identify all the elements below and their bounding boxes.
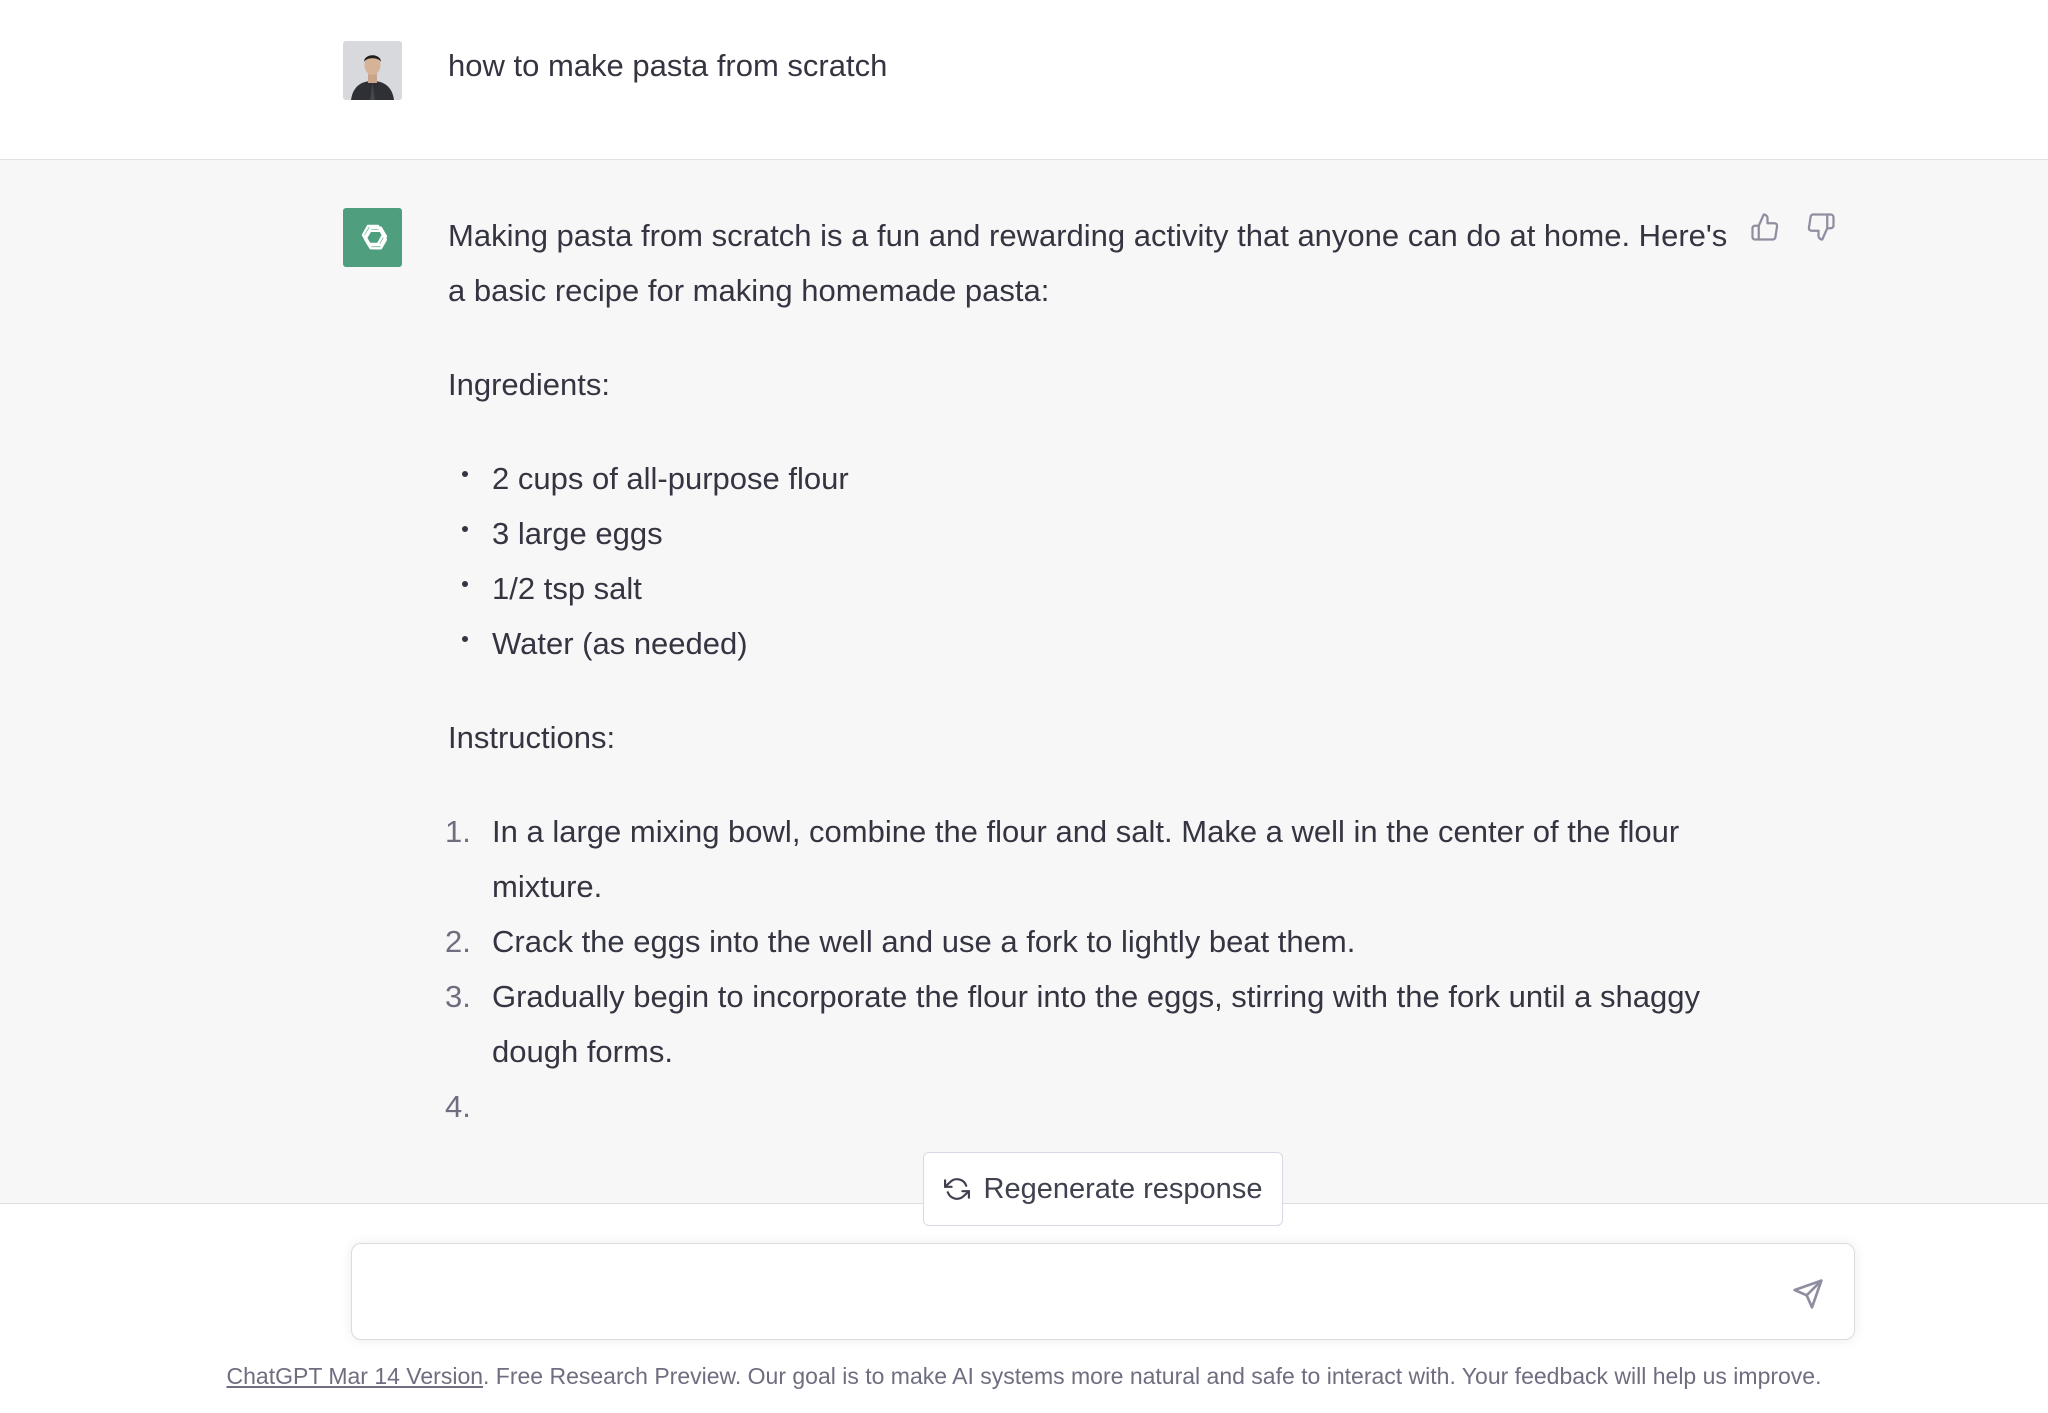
instructions-heading: Instructions: (448, 720, 616, 755)
openai-logo-icon (352, 217, 394, 259)
step-number: 3. (445, 979, 471, 1014)
step-text: Gradually begin to incorporate the flour into the eggs, stirring with the fork until a shaggy dough forms. (492, 979, 1700, 1069)
version-link[interactable]: ChatGPT Mar 14 Version (226, 1363, 484, 1389)
list-item (445, 914, 1738, 969)
feedback-buttons (1748, 210, 1838, 244)
list-item (445, 1079, 1738, 1134)
list-item (445, 969, 1738, 1079)
bullet-icon (462, 526, 468, 532)
user-photo-avatar (343, 41, 402, 100)
list-item: 3 large eggs (448, 506, 1738, 561)
thumbs-down-icon (1806, 212, 1836, 242)
assistant-intro-text: Making pasta from scratch is a fun and rewarding activity that anyone can do at home. Here's a basic recipe for making homemade pasta: (448, 218, 1728, 308)
step-number: 2. (445, 924, 471, 959)
bullet-icon (462, 471, 468, 477)
list-item: 2 cups of all-purpose flour (448, 451, 1738, 506)
message-input[interactable] (376, 1272, 1756, 1316)
thumbs-down-button[interactable] (1804, 210, 1838, 244)
message-input-box (351, 1243, 1855, 1340)
footer-text: . Free Research Preview. Our goal is to make AI systems more natural and safe to interact with. Your feedback will help us improve. (483, 1363, 1822, 1389)
bullet-icon (462, 636, 468, 642)
user-message-row (0, 0, 2048, 160)
list-item (445, 804, 1738, 914)
user-message-text: how to make pasta from scratch (448, 48, 888, 83)
user-avatar (343, 41, 402, 100)
assistant-message-row (0, 160, 2048, 1204)
bot-avatar (343, 208, 402, 267)
step-number: 1. (445, 814, 471, 849)
footer-disclaimer (0, 1363, 2048, 1390)
ingredients-list (448, 451, 1738, 671)
step-text: Crack the eggs into the well and use a fork to lightly beat them. (492, 924, 1356, 959)
list-item: 1/2 tsp salt (448, 561, 1738, 616)
instructions-list (445, 804, 1738, 1134)
bullet-icon (462, 581, 468, 587)
step-number: 4. (445, 1089, 471, 1124)
send-icon (1792, 1278, 1824, 1310)
list-item: Water (as needed) (448, 616, 1738, 671)
step-text: In a large mixing bowl, combine the flour and salt. Make a well in the center of the flour mixture. (492, 814, 1680, 904)
thumbs-up-button[interactable] (1748, 210, 1782, 244)
regenerate-response-button[interactable] (923, 1152, 1283, 1226)
send-button[interactable] (1788, 1274, 1828, 1314)
ingredients-heading: Ingredients: (448, 367, 610, 402)
regenerate-label: Regenerate response (983, 1172, 1263, 1205)
refresh-icon (944, 1176, 970, 1202)
thumbs-up-icon (1750, 212, 1780, 242)
assistant-message-content (445, 208, 1738, 1134)
